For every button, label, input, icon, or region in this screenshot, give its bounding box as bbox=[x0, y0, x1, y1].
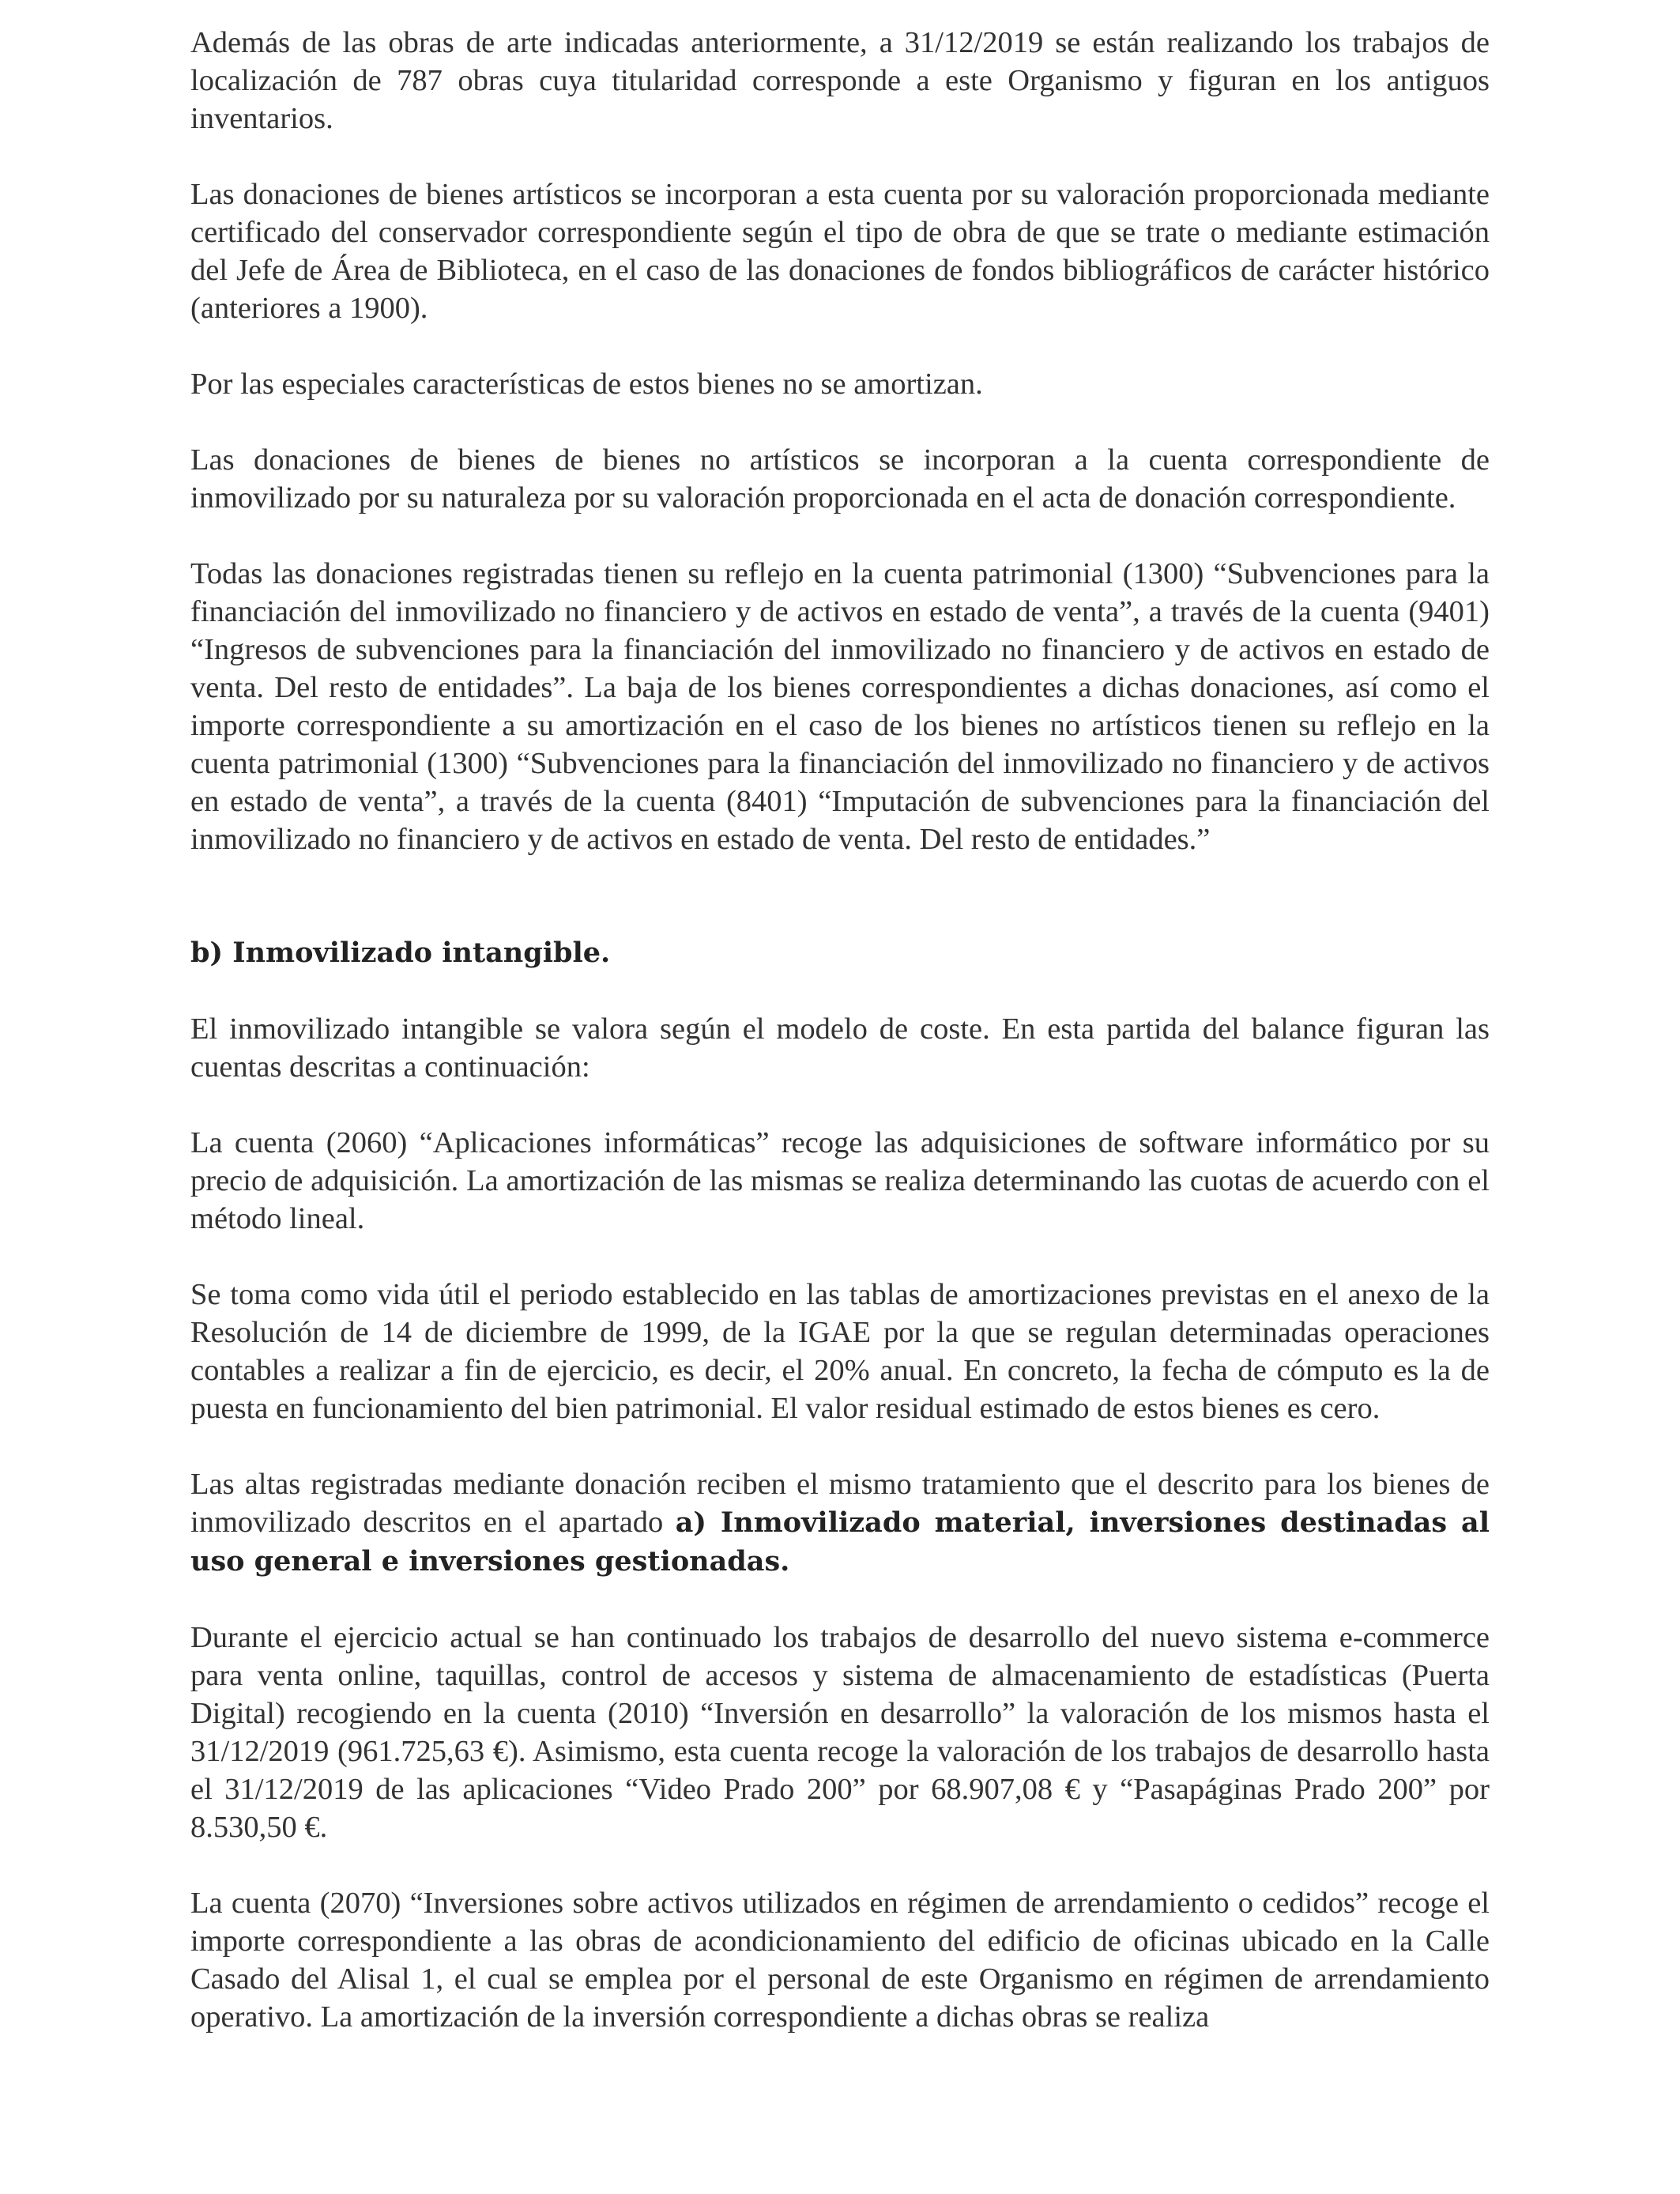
altas-donacion-bold-reference: a) Inmovilizado material, inversiones destinadas al uso general e inversiones gestionadas. bbox=[190, 1506, 1490, 1578]
document-page bbox=[190, 24, 1490, 2074]
paragraph-modelo-coste: El inmovilizado intangible se valora según el modelo de coste. En esta partida del balance figuran las cuentas descritas a continuación: bbox=[190, 1012, 1490, 1084]
paragraph-obras-localizacion: Además de las obras de arte indicadas anteriormente, a 31/12/2019 se están realizando los trabajos de localización de 787 obras cuya titularidad corresponde a este Organismo y figuran en los antiguos inventarios. bbox=[190, 26, 1490, 135]
paragraph-donaciones-artisticos: Las donaciones de bienes artísticos se incorporan a esta cuenta por su valoración proporcionada mediante certificado del conservador correspondiente según el tipo de obra de que se trate o mediante estimación del Jefe de Área de Biblioteca, en el caso de las donaciones de fondos bibliográficos de carácter histórico (anteriores a 1900). bbox=[190, 178, 1490, 325]
paragraph-arrendamiento-cedidos: La cuenta (2070) “Inversiones sobre activos utilizados en régimen de arrendamiento o cedidos” recoge el importe correspondiente a las obras de acondicionamiento del edificio de oficinas ubicado en la Calle Casado del Alisal 1, el cual se emplea por el personal de este Organismo en régimen de arrendamiento operativo. La amortización de la inversión correspondiente a dichas obras se realiza bbox=[190, 1887, 1490, 2034]
altas-donacion-text: Las altas registradas mediante donación reciben el mismo tratamiento que el descrito para los bienes de inmovilizado descritos en el apartado bbox=[190, 1468, 1490, 1539]
paragraph-donaciones-no-artisticos: Las donaciones de bienes de bienes no artísticos se incorporan a la cuenta correspondiente de inmovilizado por su naturaleza por su valoración proporcionada en el acta de donación correspondiente. bbox=[190, 443, 1490, 515]
paragraph-no-amortizan: Por las especiales características de estos bienes no se amortizan. bbox=[190, 368, 983, 401]
paragraph-aplicaciones-informaticas: La cuenta (2060) “Aplicaciones informáticas” recoge las adquisiciones de software informático por su precio de adquisición. La amortización de las mismas se realiza determinando las cuotas de acuerdo con el método lineal. bbox=[190, 1126, 1490, 1235]
paragraph-vida-util: Se toma como vida útil el periodo establecido en las tablas de amortizaciones previstas en el anexo de la Resolución de 14 de diciembre de 1999, de la IGAE por la que se regulan determinadas operaciones contables a realizar a fin de ejercicio, es decir, el 20% anual. En concreto, la fecha de cómputo es la de puesta en funcionamiento del bien patrimonial. El valor residual estimado de estos bienes es cero. bbox=[190, 1278, 1490, 1425]
section-heading-inmovilizado-intangible: b) Inmovilizado intangible. bbox=[190, 937, 611, 969]
paragraph-reflejo-cuentas: Todas las donaciones registradas tienen su reflejo en la cuenta patrimonial (1300) “Subvenciones para la financiación del inmovilizado no financiero y de activos en estado de venta”, a través de la cuenta (9401) “Ingresos de subvenciones para la financiación del inmovilizado no financiero y de activos en estado de venta. Del resto de entidades”. La baja de los bienes correspondientes a dichas donaciones, así como el importe correspondiente a su amortización en el caso de los bienes no artísticos tienen su reflejo en la cuenta patrimonial (1300) “Subvenciones para la financiación del inmovilizado no financiero y de activos en estado de venta”, a través de la cuenta (8401) “Imputación de subvenciones para la financiación del inmovilizado no financiero y de activos en estado de venta. Del resto de entidades.” bbox=[190, 557, 1490, 856]
paragraph-altas-donacion bbox=[190, 1465, 1490, 1581]
paragraph-inversion-desarrollo: Durante el ejercicio actual se han continuado los trabajos de desarrollo del nuevo sistema e-commerce para venta online, taquillas, control de accesos y sistema de almacenamiento de estadísticas (Puerta Digital) recogiendo en la cuenta (2010) “Inversión en desarrollo” la valoración de los mismos hasta el 31/12/2019 (961.725,63 €). Asimismo, esta cuenta recoge la valoración de los trabajos de desarrollo hasta el 31/12/2019 de las aplicaciones “Video Prado 200” por 68.907,08 € y “Pasapáginas Prado 200” por 8.530,50 €. bbox=[190, 1621, 1490, 1844]
